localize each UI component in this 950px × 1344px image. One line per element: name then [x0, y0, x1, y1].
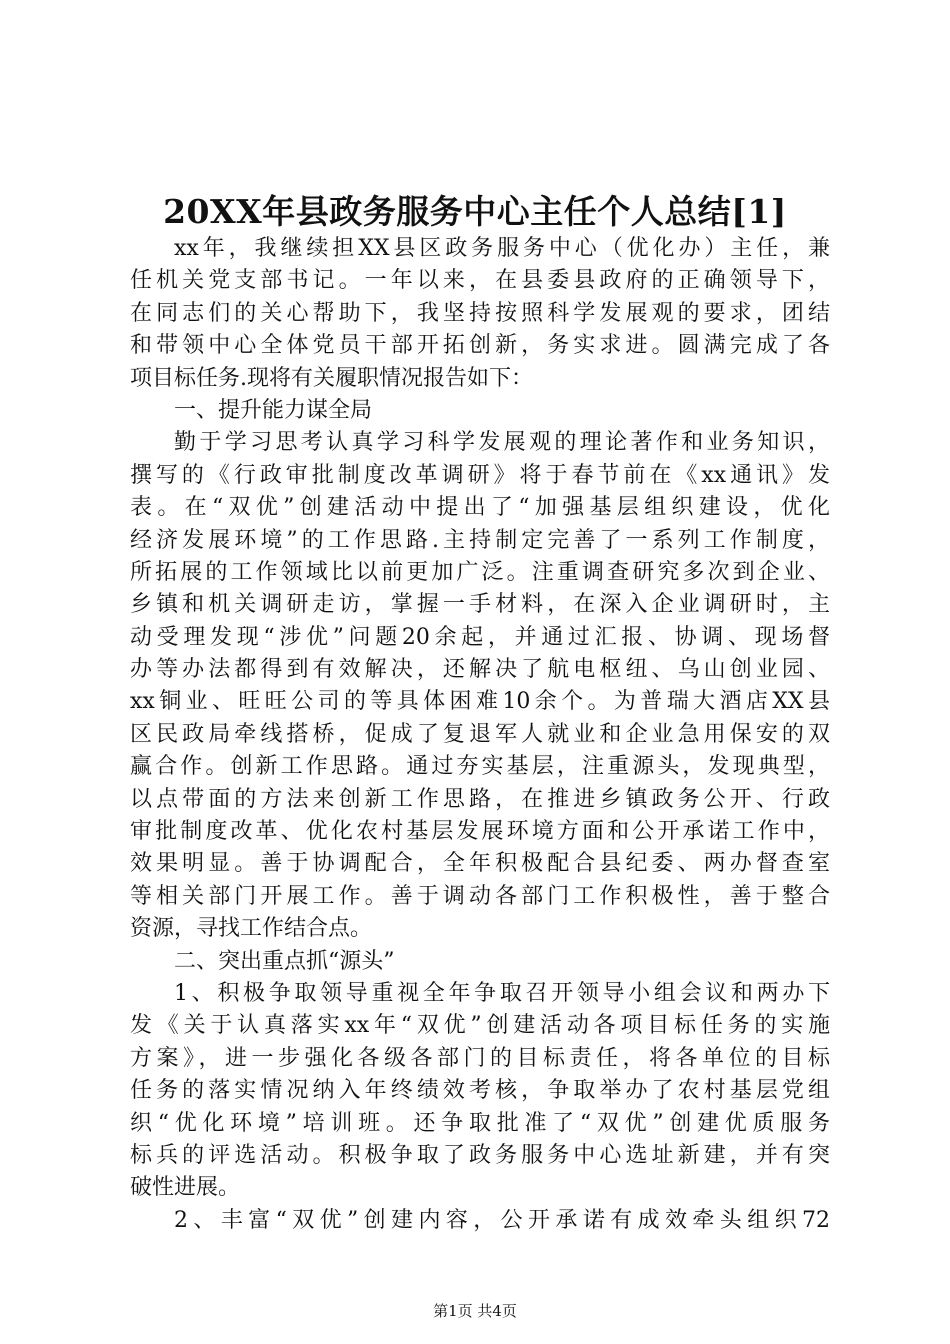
text-line: 区民政局牵线搭桥，促成了复退军人就业和企业急用保安的双 [130, 721, 830, 747]
text-line: 效果明显。善于协调配合，全年积极配合县纪委、两办督查室 [130, 851, 830, 877]
text-line: 审批制度改革、优化农村基层发展环境方面和公开承诺工作中， [130, 819, 830, 845]
document-title: 20XX年县政务服务中心主任个人总结[1] [163, 192, 787, 231]
text-line: xx铜业、旺旺公司的等具体困难10余个。为普瑞大酒店XX县 [130, 689, 830, 715]
text-line: 和带领中心全体党员干部开拓创新，务实求进。圆满完成了各 [130, 333, 830, 359]
text-line: 织“优化环境”培训班。还争取批准了“双优”创建优质服务 [130, 1110, 830, 1136]
text-line: 任务的落实情况纳入年终绩效考核，争取举办了农村基层党组 [130, 1078, 830, 1104]
text-line: xx年，我继续担XX县区政务服务中心（优化办）主任，兼 [174, 236, 830, 261]
text-line: 破性进展。 [130, 1175, 241, 1201]
text-line: 2、丰富“双优”创建内容，公开承诺有成效牵头组织72 [174, 1207, 830, 1233]
document-body [130, 233, 830, 1237]
text-line: 赢合作。创新工作思路。通过夯实基层，注重源头，发现典型， [130, 754, 830, 780]
text-line: 在同志们的关心帮助下，我坚持按照科学发展观的要求，团结 [130, 300, 830, 326]
text-line: 二、突出重点抓“源头” [174, 948, 395, 974]
text-line: 项目标任务.现将有关履职情况报告如下： [130, 365, 533, 391]
text-line: 标兵的评选活动。积极争取了政务服务中心选址新建，并有突 [130, 1142, 830, 1168]
text-line: 等相关部门开展工作。善于调动各部门工作积极性，善于整合 [130, 883, 830, 909]
text-line: 一、提升能力谋全局 [174, 397, 373, 423]
text-line: 1、积极争取领导重视全年争取召开领导小组会议和两办下 [174, 980, 830, 1006]
text-line: 发《关于认真落实xx年“双优”创建活动各项目标任务的实施 [130, 1013, 830, 1039]
text-line: 经济发展环境”的工作思路.主持制定完善了一系列工作制度， [130, 527, 830, 553]
text-line: 办等办法都得到有效解决，还解决了航电枢纽、乌山创业园、 [130, 657, 830, 683]
page-footer: 第1页 共4页 [433, 1302, 517, 1320]
text-line: 勤于学习思考认真学习科学发展观的理论著作和业务知识， [174, 430, 830, 456]
text-line: 以点带面的方法来创新工作思路，在推进乡镇政务公开、行政 [130, 786, 830, 812]
text-line: 乡镇和机关调研走访，掌握一手材料，在深入企业调研时，主 [130, 592, 830, 618]
text-line: 任机关党支部书记。一年以来，在县委县政府的正确领导下， [130, 268, 830, 294]
text-line: 资源，寻找工作结合点。 [130, 916, 373, 942]
text-line: 方案》，进一步强化各级各部门的目标责任，将各单位的目标 [130, 1045, 830, 1071]
text-line: 表。在“双优”创建活动中提出了“加强基层组织建设，优化 [130, 495, 830, 521]
text-line: 撰写的《行政审批制度改革调研》将于春节前在《xx通讯》发 [130, 462, 830, 488]
text-line: 动受理发现“涉优”问题20余起，并通过汇报、协调、现场督 [130, 624, 830, 650]
text-line: 所拓展的工作领域比以前更加广泛。注重调查研究多次到企业、 [130, 559, 830, 585]
